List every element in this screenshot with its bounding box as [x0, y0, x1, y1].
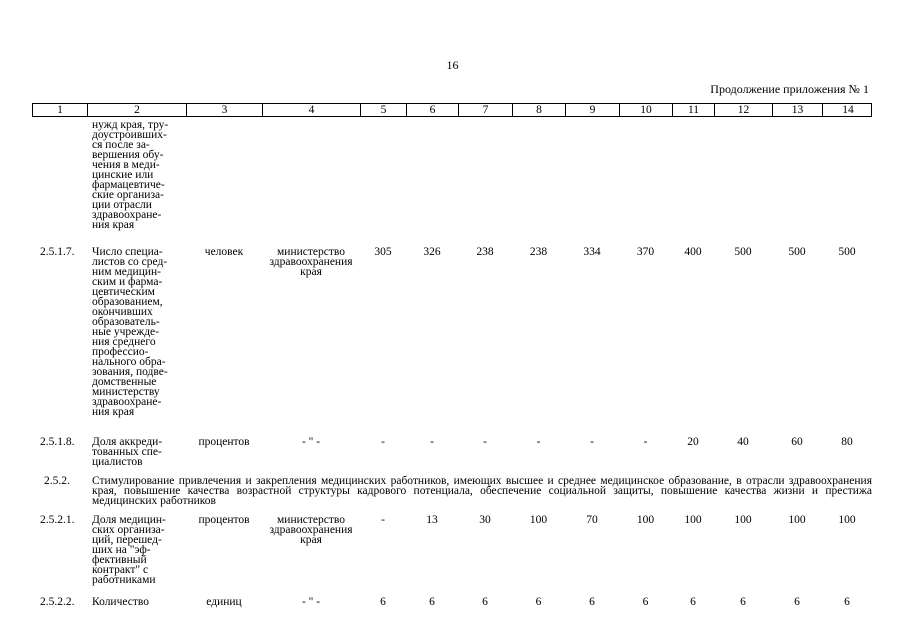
value-cell: - — [381, 436, 385, 448]
value-cell: 6 — [642, 596, 649, 608]
value-cell: 13 — [426, 514, 438, 526]
executor: министерство здравоохранения края — [269, 246, 353, 278]
value-cell: 6 — [844, 596, 850, 608]
value-cell: 400 — [684, 246, 702, 258]
section-text: Стимулирование привлечения и закрепления медицинских работников, имеющих высшее и среднее медицинское образование, в отрасли здравоохранения края, повышение качества возрастной структуры кадрового потенциала, обеспечение социальной защиты, повышение качества жизни и престижа медицинских работников — [92, 475, 872, 507]
executor: - " - — [301, 436, 321, 448]
value-cell: 6 — [482, 596, 488, 608]
column-number: 14 — [842, 104, 854, 116]
value-cell: - — [536, 436, 541, 448]
value-cell: 305 — [374, 246, 392, 258]
column-number: 6 — [407, 104, 459, 116]
unit: процентов — [198, 436, 250, 448]
value-cell: 6 — [380, 596, 386, 608]
indicator-name: Доля аккреди- тованных спе- циалистов — [92, 436, 163, 468]
indicator-name: Доля медицин- ских организа- ций, перешед- ших на "эф- фективный контракт" с работниками — [92, 514, 166, 586]
row-code: 2.5.1.8. — [40, 436, 75, 448]
column-number: 13 — [773, 104, 823, 116]
value-cell: - — [381, 514, 385, 526]
value-cell: 6 — [429, 596, 435, 608]
value-cell: 6 — [589, 596, 595, 608]
value-cell: 40 — [737, 436, 749, 448]
column-number: 5 — [361, 104, 407, 116]
column-number: 8 — [513, 104, 566, 116]
unit: человек — [204, 246, 244, 258]
column-number: 10 — [620, 104, 673, 116]
value-cell: 100 — [734, 514, 752, 526]
column-number: 1 — [33, 104, 88, 116]
value-cell: - — [483, 436, 487, 448]
row-code: 2.5.2.1. — [40, 514, 75, 526]
unit: единиц — [206, 596, 242, 608]
value-cell: 30 — [479, 514, 491, 526]
column-number: 7 — [459, 104, 513, 116]
column-number: 4 — [263, 104, 361, 116]
value-cell: 100 — [529, 514, 548, 526]
value-cell: 370 — [636, 246, 655, 258]
value-cell: 326 — [423, 246, 441, 258]
executor: министерство здравоохранения края — [269, 514, 353, 546]
value-cell: 60 — [791, 436, 803, 448]
indicator-name: нужд края, тру- доустроивших- ся после за- вершения обу- чения в меди- цинские или фармацевтиче- ские организа- ции отрасли здравоохране- ния края — [92, 119, 169, 231]
indicator-name: Число специа- листов со сред- ним медицин- ским и фарма- цевтическим образованием, окончивших образователь- ные учрежде- ния среднего профессио- нального обра- зования, подве- домственные министерству здравоохране- ния края — [92, 246, 168, 418]
row-code: 2.5.1.7. — [40, 246, 75, 258]
indicator-name: Количество — [92, 596, 149, 608]
value-cell: - — [643, 436, 648, 448]
column-number: 12 — [715, 104, 773, 116]
section-code: 2.5.2. — [44, 475, 70, 487]
value-cell: 500 — [838, 246, 856, 258]
value-cell: - — [430, 436, 434, 448]
value-cell: 6 — [535, 596, 542, 608]
value-cell: 334 — [583, 246, 601, 258]
value-cell: 80 — [841, 436, 853, 448]
value-cell: 100 — [838, 514, 856, 526]
value-cell: 238 — [476, 246, 494, 258]
value-cell: 100 — [788, 514, 806, 526]
column-number: 3 — [187, 104, 263, 116]
value-cell: 500 — [788, 246, 806, 258]
column-number: 11 — [673, 104, 715, 116]
column-number: 2 — [88, 104, 187, 116]
executor: - " - — [301, 596, 321, 608]
value-cell: 6 — [690, 596, 696, 608]
value-cell: 500 — [734, 246, 752, 258]
value-cell: 6 — [794, 596, 800, 608]
column-number: 9 — [566, 104, 620, 116]
value-cell: 100 — [636, 514, 655, 526]
value-cell: 238 — [529, 246, 548, 258]
column-number-header — [32, 103, 872, 117]
continuation-label: Продолжение приложения № 1 — [710, 82, 869, 96]
value-cell: - — [590, 436, 594, 448]
unit: процентов — [198, 514, 250, 526]
value-cell: 100 — [684, 514, 702, 526]
page-number: 16 — [446, 58, 459, 72]
row-code: 2.5.2.2. — [40, 596, 75, 608]
value-cell: 70 — [586, 514, 598, 526]
value-cell: 20 — [687, 436, 699, 448]
value-cell: 6 — [740, 596, 746, 608]
